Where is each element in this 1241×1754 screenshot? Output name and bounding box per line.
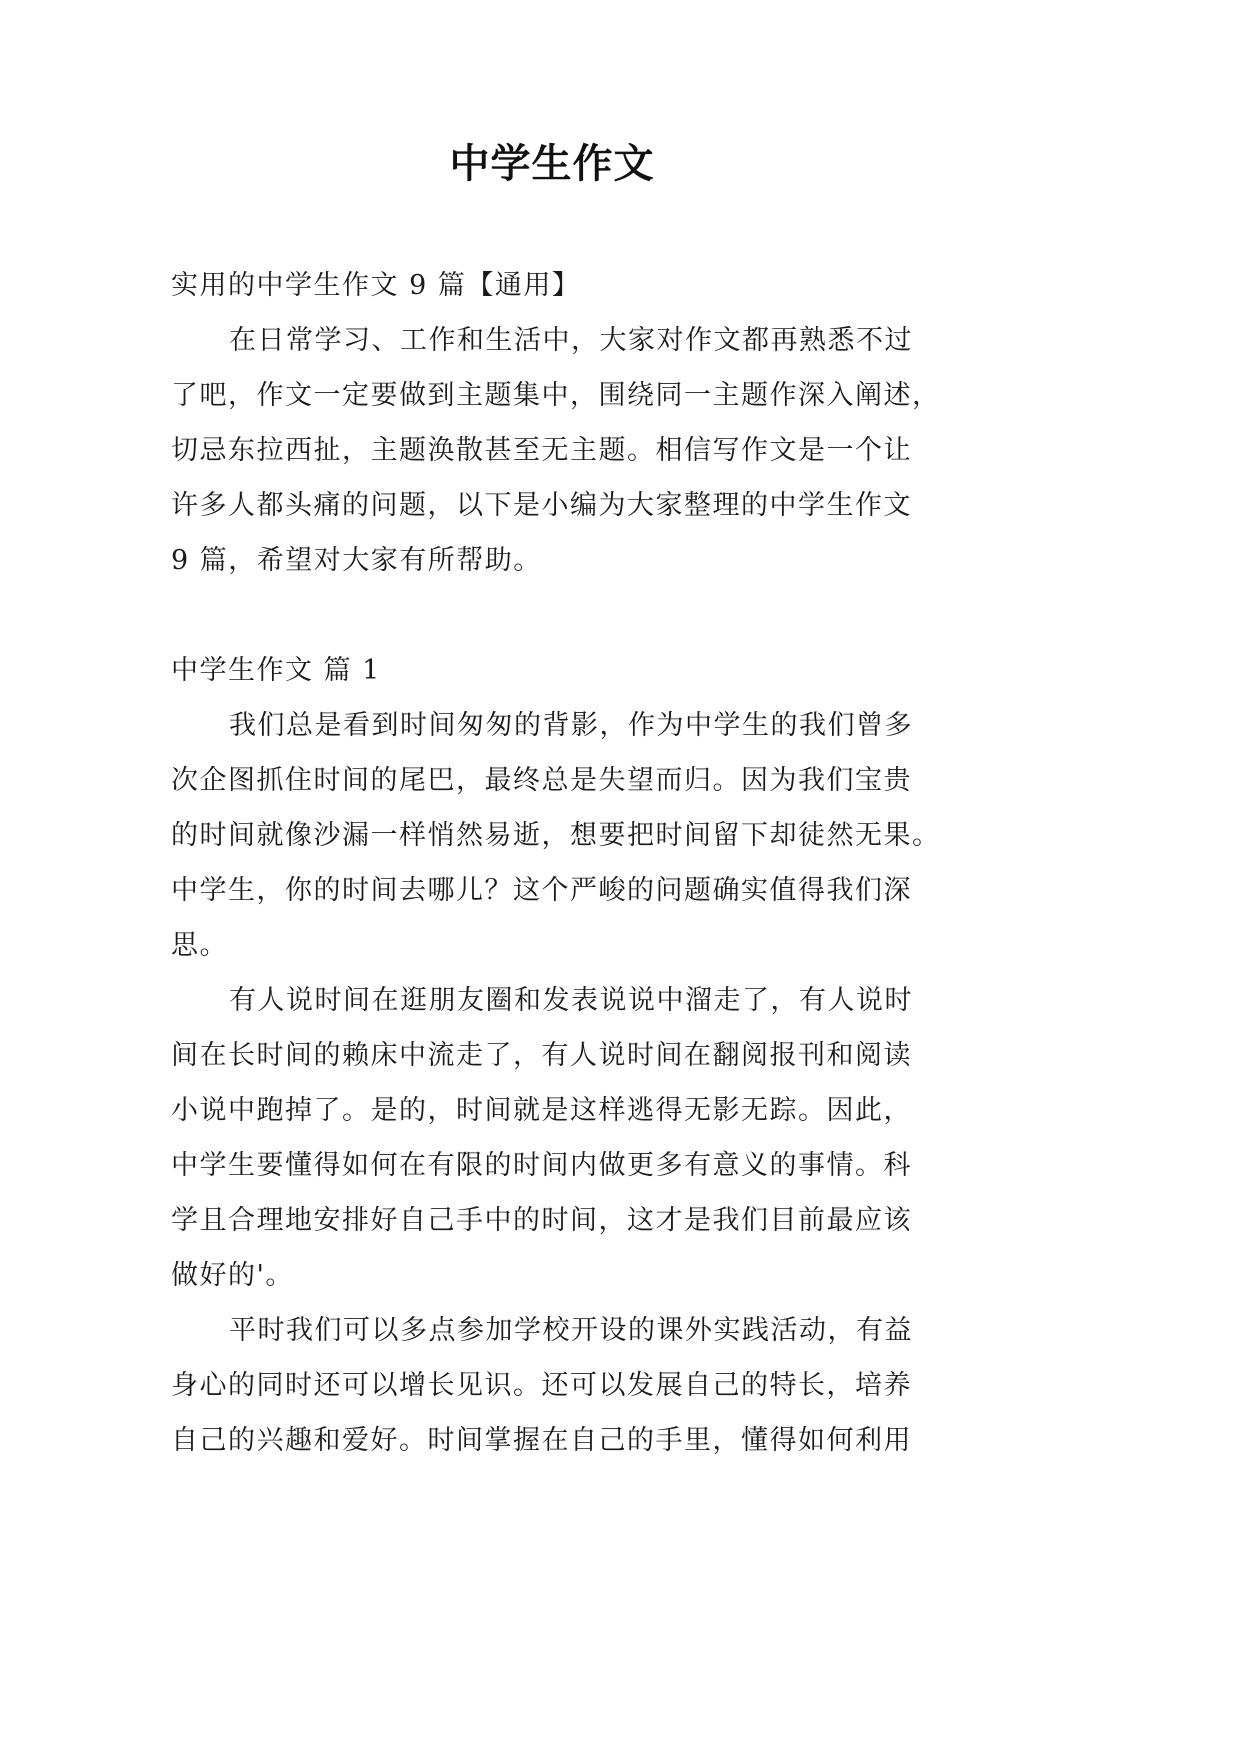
paragraph-line: 做好的'。 <box>171 1260 294 1291</box>
paragraph-line: 小说中跑掉了。是的，时间就是这样逃得无影无踪。因此， <box>171 1095 912 1126</box>
intro-paragraph <box>171 313 941 588</box>
intro-line: 切忌东拉西扯，主题涣散甚至无主题。相信写作文是一个让 <box>171 435 912 466</box>
document-title: 中学生作文 <box>449 141 655 187</box>
intro-line: 在日常学习、工作和生活中，大家对作文都再熟悉不过 <box>229 325 913 356</box>
paragraph-line: 平时我们可以多点参加学校开设的课外实践活动，有益 <box>229 1315 913 1346</box>
intro-line: 许多人都头痛的问题，以下是小编为大家整理的中学生作文 <box>171 490 912 521</box>
paragraph-line: 学且合理地安排好自己手中的时间，这才是我们目前最应该 <box>171 1205 912 1236</box>
essay-paragraph-2 <box>171 973 941 1303</box>
document-subtitle: 实用的中学生作文 9 篇【通用】 <box>171 270 581 301</box>
paragraph-line: 中学生，你的时间去哪儿？这个严峻的问题确实值得我们深 <box>171 875 912 906</box>
essay-paragraph-3 <box>171 1303 941 1468</box>
paragraph-line: 中学生要懂得如何在有限的时间内做更多有意义的事情。科 <box>171 1150 912 1181</box>
paragraph-line: 次企图抓住时间的尾巴，最终总是失望而归。因为我们宝贵 <box>171 765 912 796</box>
paragraph-line: 我们总是看到时间匆匆的背影，作为中学生的我们曾多 <box>229 710 913 741</box>
paragraph-line: 的时间就像沙漏一样悄然易逝，想要把时间留下却徒然无果。 <box>171 820 941 851</box>
paragraph-line: 思。 <box>171 930 228 961</box>
essay-paragraph-1 <box>171 698 941 973</box>
paragraph-line: 自己的兴趣和爱好。时间掌握在自己的手里，懂得如何利用 <box>171 1425 912 1456</box>
paragraph-line: 身心的同时还可以增长见识。还可以发展自己的特长，培养 <box>171 1370 912 1401</box>
section-heading: 中学生作文 篇 1 <box>171 655 381 686</box>
intro-line: 了吧，作文一定要做到主题集中，围绕同一主题作深入阐述， <box>171 380 941 411</box>
section-spacer <box>171 588 941 643</box>
document-body <box>171 258 941 1468</box>
intro-line: 9 篇，希望对大家有所帮助。 <box>171 545 542 576</box>
paragraph-line: 间在长时间的赖床中流走了，有人说时间在翻阅报刊和阅读 <box>171 1040 912 1071</box>
paragraph-line: 有人说时间在逛朋友圈和发表说说中溜走了，有人说时 <box>229 985 913 1016</box>
